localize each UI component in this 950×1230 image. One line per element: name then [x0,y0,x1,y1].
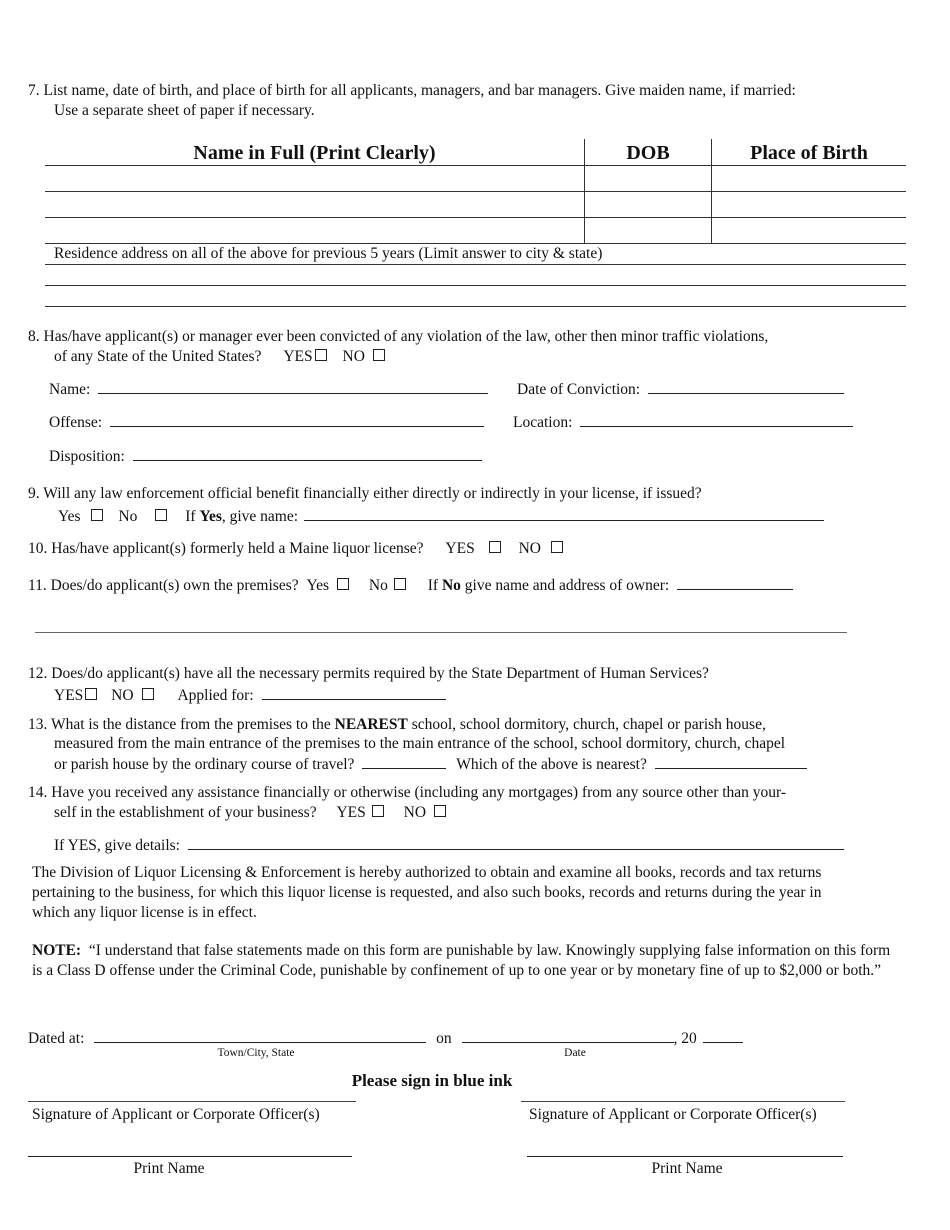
q14-yes-checkbox[interactable] [372,805,384,817]
q13-line3 [54,753,807,775]
q13-line2: measured from the main entrance of the premises to the main entrance of the school, school dormitory, church, chapel [54,735,786,752]
q10-question: 10. Has/have applicant(s) formerly held a Maine liquor license? [28,540,424,557]
q13-text-a: 13. What is the distance from the premises to the [28,716,331,733]
q8-location-row [513,411,853,433]
q13-line1 [28,715,766,735]
q11-if: If [427,577,439,594]
table-row[interactable] [45,217,906,218]
q13-bold: NEAREST [334,716,408,733]
q14-details-label: If YES, give details: [54,837,180,854]
q8-name-field[interactable] [98,378,488,394]
q10-yes-label: YES [445,540,475,557]
q12-applied-field[interactable] [262,684,446,700]
q8-date-label: Date of Conviction: [517,381,641,398]
q11-no-checkbox[interactable] [394,578,406,590]
q14-no-checkbox[interactable] [434,805,446,817]
q14-question: self in the establishment of your business? [54,804,317,821]
residence-label: Residence address on all of the above for previous 5 years (Limit answer to city & state) [54,245,603,262]
signature-right-line[interactable] [521,1101,845,1102]
q8-disposition-label: Disposition: [49,448,125,465]
q9-line2 [58,505,824,527]
q8-name-label: Name: [49,381,91,398]
q14-details-row [54,834,844,856]
q13-which-label: Which of the above is nearest? [456,756,647,773]
note-paragraph [32,941,904,981]
dated-year-field[interactable] [703,1027,743,1043]
dated-row [28,1027,743,1049]
q11-give-label: give name and address of owner: [464,577,670,594]
q8-line1: 8. Has/have applicant(s) or manager ever been convicted of any violation of the law, other then minor traffic violations, [28,328,769,345]
signature-left-line[interactable] [28,1101,356,1102]
q13-distance-label: or parish house by the ordinary course of travel? [54,756,355,773]
print-name-right-caption: Print Name [651,1160,723,1177]
q9-no-checkbox[interactable] [155,509,167,521]
dated-date-field[interactable] [462,1027,674,1043]
col-header-place-of-birth: Place of Birth [750,142,868,164]
q13-distance-field[interactable] [362,753,446,769]
q8-disposition-row [49,445,482,467]
signature-left-caption: Signature of Applicant or Corporate Officer(s) [32,1106,320,1123]
q12-no-checkbox[interactable] [142,688,154,700]
q12-no-label: NO [111,687,134,704]
q8-name-row [49,378,488,400]
q9-name-field[interactable] [304,505,824,521]
q8-question: of any State of the United States? [54,348,262,365]
q10-line [28,539,567,559]
q12-line1: 12. Does/do applicant(s) have all the necessary permits required by the State Department of Human Services? [28,665,709,682]
residence-line[interactable] [45,306,906,307]
date-caption: Date [564,1047,586,1059]
note-label: NOTE: [32,942,82,959]
q13-which-field[interactable] [655,753,807,769]
q10-no-checkbox[interactable] [551,541,563,553]
sign-heading: Please sign in blue ink [351,1071,513,1090]
q8-offense-field[interactable] [110,411,484,427]
q9-line1: 9. Will any law enforcement official benefit financially either directly or indirectly in your license, if issued? [28,485,702,502]
q8-date-field[interactable] [648,378,844,394]
authorization-paragraph: The Division of Liquor Licensing & Enforcement is hereby authorized to obtain and examine all books, records and tax returns pertaining to the business, for which this liquor license is requested, and also such books, records and returns during the year in which any liquor license is in effect. [32,864,822,921]
q8-line2 [54,347,389,367]
q11-yes-checkbox[interactable] [337,578,349,590]
q8-yes-checkbox[interactable] [315,349,327,361]
note-text: “I understand that false statements made on this form are punishable by law. Knowingly supplying false information on this form is a Class D offense under the Criminal Code, punishable by confinement of up to one year or by monetary fine of up to $2,000 or both.” [32,942,891,979]
q14-details-field[interactable] [188,834,844,850]
q8-no-checkbox[interactable] [373,349,385,361]
dated-label: Dated at: [28,1030,85,1047]
residence-line[interactable] [45,264,906,265]
q10-no-label: NO [518,540,541,557]
signature-right-caption: Signature of Applicant or Corporate Officer(s) [529,1106,817,1123]
q11-if-bold: No [441,577,461,594]
q8-date-row [517,378,844,400]
q11-line [28,574,793,596]
q12-yes-label: YES [54,687,84,704]
dated-year-prefix: , 20 [673,1030,697,1047]
q11-no-label: No [368,577,388,594]
q8-offense-row [49,411,484,433]
q11-question: 11. Does/do applicant(s) own the premises? [28,577,299,594]
print-name-left-line[interactable] [28,1156,352,1157]
q9-yes-checkbox[interactable] [91,509,103,521]
q7-line1: 7. List name, date of birth, and place of birth for all applicants, managers, and bar managers. Give maiden name, if married: [28,82,796,99]
q7-line2: Use a separate sheet of paper if necessary. [54,102,315,119]
q11-owner-field[interactable] [677,574,793,590]
q12-line2 [54,684,446,706]
q10-yes-checkbox[interactable] [489,541,501,553]
q8-yes-label: YES [283,348,313,365]
residence-line[interactable] [45,285,906,286]
q9-if-bold: Yes [199,508,222,525]
q13-text-b: school, school dormitory, church, chapel or parish house, [411,716,766,733]
q9-if: If [185,508,196,525]
col-header-dob: DOB [626,142,670,164]
dated-on-label: on [436,1030,452,1047]
q8-offense-label: Offense: [49,414,103,431]
town-caption: Town/City, State [217,1047,295,1059]
q8-disposition-field[interactable] [133,445,482,461]
q9-no-label: No [118,508,138,525]
q11-owner-field-line2[interactable] [35,632,847,633]
q12-yes-checkbox[interactable] [85,688,97,700]
q8-no-label: NO [342,348,365,365]
dated-town-field[interactable] [94,1027,426,1043]
q14-line2 [54,803,450,823]
print-name-right-line[interactable] [527,1156,843,1157]
q9-yes-label: Yes [58,508,81,525]
q8-location-field[interactable] [580,411,853,427]
q11-yes-label: Yes [306,577,330,594]
q12-applied-label: Applied for: [177,687,254,704]
q8-location-label: Location: [513,414,573,431]
q9-give-name-label: , give name: [221,508,299,525]
q14-line1: 14. Have you received any assistance financially or otherwise (including any mortgages) from any source other than your- [28,784,787,801]
table-rule [45,165,906,166]
q14-no-label: NO [403,804,427,821]
print-name-left-caption: Print Name [133,1160,205,1177]
q14-yes-label: YES [336,804,366,821]
table-row[interactable] [45,191,906,192]
col-header-name: Name in Full (Print Clearly) [193,142,436,164]
